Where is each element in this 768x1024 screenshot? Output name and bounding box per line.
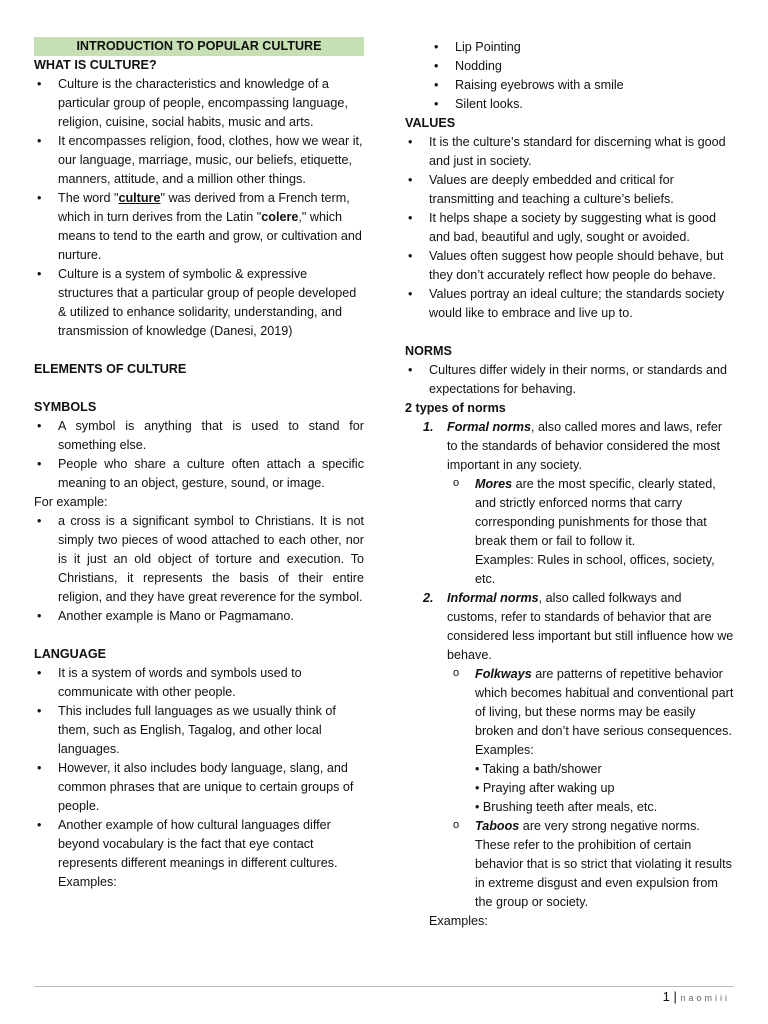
folkways-examples-label: Examples:	[475, 743, 534, 757]
symbols-example-list	[34, 512, 364, 626]
left-column	[34, 37, 364, 892]
taboos-item	[405, 817, 735, 912]
text-span: are very strong negative norms. These refer to the prohibition of certain behavior that is so strict that violating it results in extreme disgust and even expulsion from the group or society.	[475, 819, 732, 909]
list-item: • Silent looks.	[405, 95, 735, 114]
text-span: " was derived from a French term, which in turn derives from the Latin "	[58, 191, 350, 224]
footer-separator: |	[669, 989, 681, 1004]
mores-item	[405, 475, 735, 551]
list-item: • It helps shape a society by suggesting what is good and bad, beautiful and ugly, sought or avoided.	[405, 209, 735, 247]
spacer	[34, 626, 364, 645]
item-number: 1.	[423, 420, 434, 434]
elements-heading: ELEMENTS OF CULTURE	[34, 362, 187, 376]
term-culture: culture	[118, 191, 161, 205]
informal-norms-item	[405, 589, 735, 665]
spacer	[405, 323, 735, 342]
term-taboos: Taboos	[475, 819, 520, 833]
footer-brand: naomiii	[680, 993, 730, 1003]
page-title: INTRODUCTION TO POPULAR CULTURE	[34, 37, 364, 56]
folkways-example: • Praying after waking up	[475, 781, 615, 795]
gesture-list	[405, 38, 735, 114]
norms-list	[405, 361, 735, 399]
list-item: • Lip Pointing	[405, 38, 735, 57]
list-item: • Values often suggest how people should behave, but they don’t accurately reflect how people do behave.	[405, 247, 735, 285]
list-item: • It encompasses religion, food, clothes, how we wear it, our language, marriage, music, our beliefs, etiquette, manners, attitude, and a million other things.	[34, 132, 364, 189]
right-column	[405, 38, 735, 931]
text-span: are patterns of repetitive behavior which becomes habitual and conventional part of living, but these norms may be easily broken and don’t have serious consequences.	[475, 667, 734, 738]
list-item: • A symbol is anything that is used to stand for something else.	[34, 417, 364, 455]
list-item: • This includes full languages as we usually think of them, such as English, Tagalog, and other local languages.	[34, 702, 364, 759]
list-item: • Culture is a system of symbolic & expressive structures that a particular group of people developed & utilized to enhance solidarity, understanding, and transmission of knowledge (Danesi, 2019)	[34, 265, 364, 341]
list-item: • a cross is a significant symbol to Christians. It is not simply two pieces of wood attached to each other, nor is it just an old object of torture and execution. To Christians, it represents the basis of their entire religion, and they have great reverence for the symbol.	[34, 512, 364, 607]
list-item: • Values are deeply embedded and critical for transmitting and teaching a culture’s beliefs.	[405, 171, 735, 209]
language-heading: LANGUAGE	[34, 647, 107, 661]
taboos-examples-label: Examples:	[429, 914, 488, 928]
spacer	[34, 379, 364, 398]
what-is-culture-heading: WHAT IS CULTURE?	[34, 58, 157, 72]
language-examples-label: Examples:	[58, 875, 117, 889]
list-item: • People who share a culture often attach a specific meaning to an object, gesture, sound, or image.	[34, 455, 364, 493]
list-item: • Cultures differ widely in their norms, or standards and expectations for behaving.	[405, 361, 735, 399]
values-heading: VALUES	[405, 116, 456, 130]
item-number: 2.	[423, 591, 434, 605]
what-is-culture-list	[34, 75, 364, 341]
text-span: The word "	[58, 191, 119, 205]
term-folkways: Folkways	[475, 667, 532, 681]
term-colere: colere	[261, 210, 299, 224]
list-item: • Nodding	[405, 57, 735, 76]
text-span: , also called folkways and customs, refer to standards of behavior that are considered less important but still influence how we behave.	[447, 591, 734, 662]
list-item: • Raising eyebrows with a smile	[405, 76, 735, 95]
list-item: • It is a system of words and symbols used to communicate with other people.	[34, 664, 364, 702]
mores-examples: Examples: Rules in school, offices, society, etc.	[475, 553, 715, 586]
list-item: • Values portray an ideal culture; the standards society would like to embrace and live up to.	[405, 285, 735, 323]
text-span: are the most specific, clearly stated, and strictly enforced norms that carry corresponding punishments for those that break them or fail to follow it.	[475, 477, 716, 548]
footer-divider	[34, 986, 734, 987]
spacer	[34, 341, 364, 360]
page-footer	[663, 987, 730, 1008]
term-informal-norms: Informal norms	[447, 591, 539, 605]
text-span: ," which means to tend to the earth and grow, or cultivation and nurture.	[58, 210, 362, 262]
list-item: • However, it also includes body language, slang, and common phrases that are unique to certain groups of people.	[34, 759, 364, 816]
values-list	[405, 133, 735, 323]
list-item: • It is the culture’s standard for discerning what is good and just in society.	[405, 133, 735, 171]
norms-heading: NORMS	[405, 344, 452, 358]
symbols-list	[34, 417, 364, 493]
list-item: • Culture is the characteristics and knowledge of a particular group of people, encompassing language, religion, cuisine, social habits, music and arts.	[34, 75, 364, 132]
norm-types-heading: 2 types of norms	[405, 401, 506, 415]
text-span: , also called mores and laws, refer to the standards of behavior considered the most important in any society.	[447, 420, 723, 472]
list-item	[34, 189, 364, 265]
list-item: • Another example of how cultural languages differ beyond vocabulary is the fact that eye contact represents different meanings in different cultures.	[34, 816, 364, 873]
formal-norms-item	[405, 418, 735, 475]
folkways-item	[405, 665, 735, 741]
term-mores: Mores	[475, 477, 513, 491]
list-item: • Another example is Mano or Pagmamano.	[34, 607, 364, 626]
page-number: 1	[662, 989, 670, 1004]
term-formal-norms: Formal norms	[447, 420, 531, 434]
for-example-label: For example:	[34, 495, 108, 509]
symbols-heading: SYMBOLS	[34, 400, 97, 414]
folkways-example: • Brushing teeth after meals, etc.	[475, 800, 658, 814]
language-list	[34, 664, 364, 873]
folkways-example: • Taking a bath/shower	[475, 762, 602, 776]
